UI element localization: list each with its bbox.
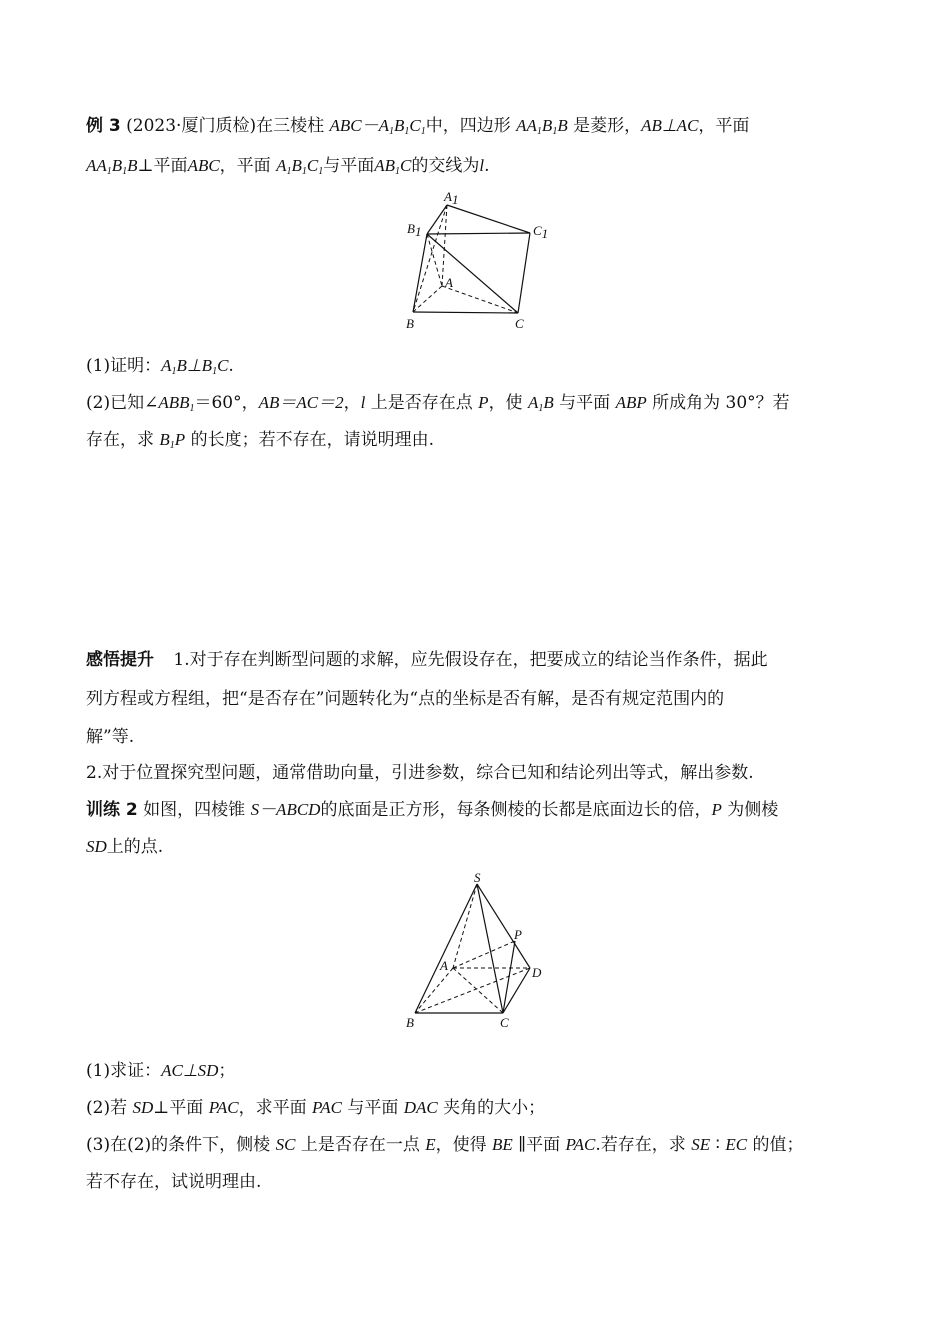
example3-line2: $AA_1B_1B\perp$平面ABC，平面 $A_1B_1C_1$与平面$AB_1C$的交线为l. bbox=[86, 156, 490, 177]
text: 与平面 bbox=[347, 1098, 399, 1118]
edge-sc: SC bbox=[275, 1135, 296, 1154]
text: 夹角的大小； bbox=[443, 1098, 546, 1118]
line-l: l bbox=[479, 156, 485, 175]
label-c: C bbox=[500, 1015, 509, 1030]
plane-pac: PAC bbox=[565, 1135, 596, 1154]
edge-sb bbox=[415, 884, 477, 1013]
text: ，平面 bbox=[219, 156, 271, 176]
example3-q2-line2 bbox=[86, 428, 434, 458]
label-s: S bbox=[474, 870, 481, 885]
text: 的长度；若不存在，请说明理由. bbox=[190, 430, 434, 450]
plane-pac: PAC bbox=[208, 1098, 239, 1117]
edge-b1c1 bbox=[427, 233, 530, 234]
edge-cc1 bbox=[518, 233, 530, 313]
segment-b1p: $B_1P$ bbox=[159, 430, 186, 451]
insight-line3: 解”等. bbox=[86, 727, 135, 747]
plane-ab1c: $AB_1C$ bbox=[374, 156, 412, 177]
text: (2)已知∠ bbox=[86, 393, 159, 413]
segment-be: BE bbox=[492, 1135, 513, 1154]
line-a1b: $A_1B$ bbox=[527, 393, 554, 414]
label-b: B bbox=[406, 316, 414, 331]
pyramid-figure bbox=[400, 868, 560, 1033]
segment-ec: EC bbox=[725, 1135, 748, 1154]
text: 是菱形， bbox=[573, 116, 642, 136]
plane-abp: ABP bbox=[615, 393, 647, 412]
angle: $ABB_1$ bbox=[158, 393, 195, 414]
edge-ac bbox=[442, 286, 518, 313]
edge-sd: SD bbox=[86, 837, 107, 856]
text: 中，四边形 bbox=[425, 116, 511, 136]
text: ＝60°， bbox=[194, 393, 259, 413]
text: ， bbox=[343, 393, 361, 413]
text: 与平面 bbox=[323, 156, 375, 176]
text: 存在，求 bbox=[86, 430, 154, 450]
statement: $A_1B\perp B_1C$ bbox=[161, 356, 229, 377]
text: (2)若 bbox=[86, 1098, 128, 1118]
label-b1: B1 bbox=[407, 221, 422, 239]
text: 的交线为 bbox=[411, 156, 480, 176]
label-a1: A1 bbox=[444, 189, 459, 207]
edge-b1c bbox=[427, 234, 518, 313]
plane-aa1b1b: $AA_1B_1B$ bbox=[86, 156, 138, 177]
text: 上的点. bbox=[106, 837, 164, 857]
text: ，求平面 bbox=[238, 1098, 307, 1118]
edge-ap bbox=[453, 941, 515, 968]
edge-a1b bbox=[413, 205, 447, 312]
line-l: l bbox=[360, 393, 366, 412]
quad-name: $AA_1B_1B$ bbox=[516, 116, 568, 137]
text: ，平面 bbox=[698, 116, 750, 136]
training2-q1 bbox=[86, 1059, 235, 1083]
plane-dac: DAC bbox=[403, 1098, 438, 1117]
edge-bd bbox=[415, 968, 530, 1013]
text: 1.对于存在判断型问题的求解，应先假设存在，把要成立的结论当作条件，据此 bbox=[173, 650, 768, 670]
ratio-colon: ∶ bbox=[715, 1135, 720, 1155]
point-e: E bbox=[425, 1135, 436, 1154]
text: (1)证明： bbox=[86, 356, 162, 376]
segment-se: SE bbox=[691, 1135, 711, 1154]
text: 为侧棱 bbox=[727, 800, 779, 820]
text: 上是否存在一点 bbox=[300, 1135, 420, 1155]
text: ⊥平面 bbox=[153, 1098, 204, 1118]
point-p: P bbox=[711, 800, 722, 819]
edge-aa1 bbox=[442, 205, 447, 286]
training2-q3-line2: 若不存在，试说明理由. bbox=[86, 1172, 262, 1192]
example3-q1: (1)证明：$A_1B\perp B_1C$. bbox=[86, 356, 234, 377]
text: ∥平面 bbox=[518, 1135, 561, 1155]
label-b: B bbox=[406, 1015, 414, 1030]
training2-q2 bbox=[86, 1096, 545, 1120]
text: ⊥平面 bbox=[137, 156, 188, 176]
training2-q3-line1: (3)在(2)的条件下，侧棱 SC 上是否存在一点 E，使得 BE ∥平面 PAC.若存在，求 SE ∶ EC 的值； bbox=[86, 1135, 804, 1155]
text: 所成角为 30°？若 bbox=[652, 393, 790, 413]
text: 的值； bbox=[752, 1135, 804, 1155]
edge-a1c1 bbox=[447, 205, 530, 233]
training-label: 训练 2 bbox=[86, 800, 138, 820]
example-label: 例 3 bbox=[86, 116, 121, 136]
insight-label: 感悟提升 bbox=[86, 650, 154, 670]
example-source: (2023·厦门质检) bbox=[126, 116, 257, 136]
edge-a1b1 bbox=[427, 205, 447, 234]
label-c1: C1 bbox=[533, 223, 549, 241]
example3-q2-line1 bbox=[86, 391, 790, 421]
pyramid-name: S－ABCD bbox=[250, 800, 321, 819]
insight-line1 bbox=[86, 648, 768, 672]
text: (3)在(2)的条件下，侧棱 bbox=[86, 1135, 271, 1155]
training2-line1 bbox=[86, 798, 778, 822]
text: ，使 bbox=[488, 393, 523, 413]
text: ； bbox=[218, 1061, 236, 1081]
statement: AC⊥SD bbox=[161, 1061, 219, 1080]
label-a: A bbox=[440, 958, 448, 973]
label-p: P bbox=[514, 927, 522, 942]
text: 如图，四棱锥 bbox=[143, 800, 246, 820]
perp-statement: AB⊥AC bbox=[641, 116, 699, 135]
text: 若存在，求 bbox=[600, 1135, 686, 1155]
text: 在三棱柱 bbox=[256, 116, 325, 136]
text: 的底面是正方形，每条侧棱的长都是底面边长的倍， bbox=[320, 800, 712, 820]
plane-a1b1c1: $A_1B_1C_1$ bbox=[276, 156, 324, 177]
label-c: C bbox=[515, 316, 524, 331]
example3-line1 bbox=[86, 114, 749, 144]
label-d: D bbox=[532, 965, 542, 980]
edge-bc bbox=[413, 312, 518, 313]
plane-abc: ABC bbox=[187, 156, 220, 175]
label-a: A bbox=[445, 275, 453, 290]
text: 与平面 bbox=[559, 393, 611, 413]
insight-point2: 2.对于位置探究型问题，通常借助向量，引进参数，综合已知和结论列出等式，解出参数. bbox=[86, 763, 754, 783]
text: (1)求证： bbox=[86, 1061, 162, 1081]
point-p: P bbox=[478, 393, 489, 412]
lengths: AB＝AC＝2 bbox=[258, 393, 344, 412]
plane-pac: PAC bbox=[312, 1098, 342, 1117]
text: ，使得 bbox=[435, 1135, 487, 1155]
edge-sd: SD bbox=[132, 1098, 154, 1117]
text: 上是否存在点 bbox=[370, 393, 473, 413]
prism-figure bbox=[400, 188, 580, 338]
training2-line2 bbox=[86, 835, 163, 859]
prism-name: $ABC-A_1B_1C_1$ bbox=[329, 116, 426, 137]
insight-line2: 列方程或方程组，把“是否存在”问题转化为“点的坐标是否有解，是否有规定范围内的 bbox=[86, 689, 725, 709]
